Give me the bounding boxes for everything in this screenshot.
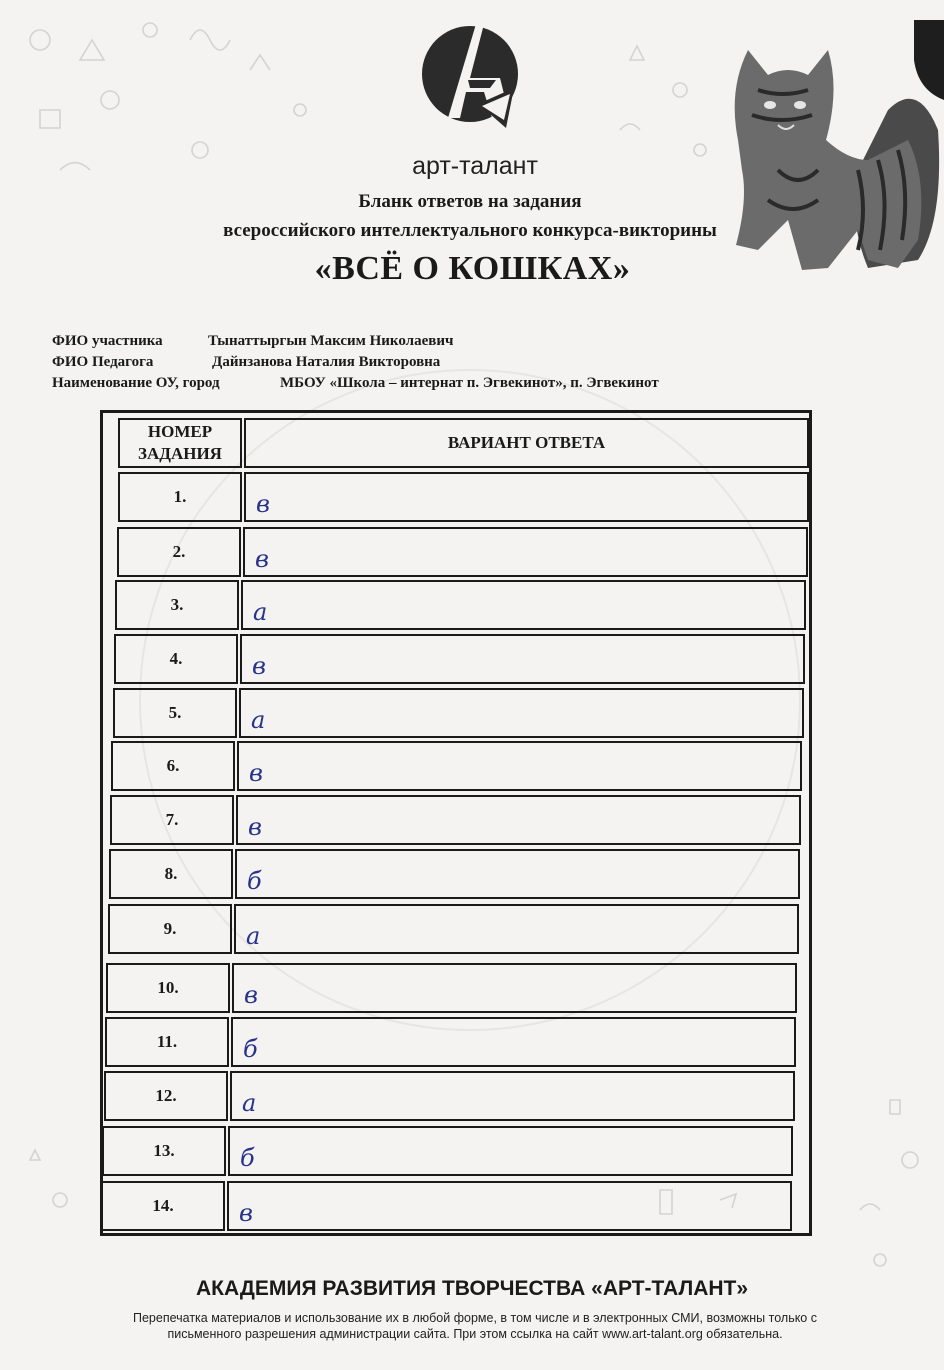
handwritten-answer: а <box>253 598 268 626</box>
handwritten-answer: б <box>247 867 262 895</box>
teacher-row <box>52 354 441 371</box>
answer-cell[interactable] <box>232 963 797 1013</box>
school-row <box>52 375 659 392</box>
participant-label: ФИО участника <box>52 333 163 349</box>
task-number-cell <box>101 1181 225 1231</box>
brand-name: арт-талант <box>412 152 538 180</box>
handwritten-answer: в <box>249 759 263 787</box>
task-number: 6. <box>166 756 180 775</box>
task-number: 12. <box>155 1086 177 1105</box>
task-number-cell <box>104 1071 228 1121</box>
answer-cell[interactable] <box>236 795 801 845</box>
task-number: 11. <box>156 1032 178 1051</box>
column-header-answer <box>244 418 809 468</box>
task-number: 2. <box>172 542 186 561</box>
participant-row <box>52 333 454 350</box>
task-number-cell <box>102 1126 226 1176</box>
handwritten-answer: б <box>240 1144 255 1172</box>
contest-title: «ВСЁ О КОШКАХ» <box>314 250 631 287</box>
handwritten-answer: а <box>246 922 261 950</box>
handwritten-answer: а <box>242 1089 257 1117</box>
school-label: Наименование ОУ, город <box>52 375 220 391</box>
task-number: 9. <box>163 919 177 938</box>
column-header-number-line1: НОМЕР <box>147 422 213 441</box>
task-number-cell <box>108 904 232 954</box>
handwritten-answer: а <box>251 706 266 734</box>
column-header-number-line2: ЗАДАНИЯ <box>138 444 222 463</box>
answer-cell[interactable] <box>228 1126 793 1176</box>
footer-copyright-line-2: письменного разрешения администрации сайта. При этом ссылка на сайт www.art-talant.org обязательна. <box>167 1327 783 1341</box>
task-number: 14. <box>152 1196 174 1215</box>
task-number: 4. <box>169 649 183 668</box>
handwritten-answer: в <box>255 545 269 573</box>
task-number: 10. <box>157 978 179 997</box>
teacher-label: ФИО Педагога <box>52 354 154 370</box>
task-number-cell <box>118 472 242 522</box>
task-number: 8. <box>164 864 178 883</box>
answer-cell[interactable] <box>237 741 802 791</box>
subtitle-line-2: всероссийского интеллектуального конкурса-викторины <box>223 220 717 241</box>
task-number: 5. <box>168 703 182 722</box>
subtitle-line-1: Бланк ответов на задания <box>358 191 582 212</box>
answer-cell[interactable] <box>235 849 800 899</box>
task-number-cell <box>115 580 239 630</box>
task-number-cell <box>117 527 241 577</box>
teacher-name: Дайнзанова Наталия Викторовна <box>212 354 441 370</box>
task-number-cell <box>105 1017 229 1067</box>
task-number-cell <box>113 688 237 738</box>
task-number-cell <box>114 634 238 684</box>
cat-illustration <box>718 20 944 278</box>
answer-cell[interactable] <box>231 1017 796 1067</box>
answer-cell[interactable] <box>243 527 808 577</box>
footer-copyright <box>60 1310 890 1342</box>
handwritten-answer: в <box>239 1199 253 1227</box>
task-number: 3. <box>170 595 184 614</box>
school-name: МБОУ «Школа – интернат п. Эгвекинот», п. Эгвекинот <box>280 375 659 391</box>
footer-academy-title: АКАДЕМИЯ РАЗВИТИЯ ТВОРЧЕСТВА «АРТ-ТАЛАНТ» <box>195 1277 749 1300</box>
task-number: 7. <box>165 810 179 829</box>
art-talant-logo <box>418 18 522 130</box>
column-header-answer-label: ВАРИАНТ ОТВЕТА <box>447 433 606 452</box>
handwritten-answer: в <box>244 981 258 1009</box>
task-number-cell <box>111 741 235 791</box>
handwritten-answer: б <box>243 1035 258 1063</box>
answer-cell[interactable] <box>240 634 805 684</box>
task-number: 1. <box>173 487 187 506</box>
participant-name: Тынаттыргын Максим Николаевич <box>208 333 454 349</box>
handwritten-answer: в <box>252 652 266 680</box>
task-number-cell <box>109 849 233 899</box>
answer-cell[interactable] <box>227 1181 792 1231</box>
answer-cell[interactable] <box>234 904 799 954</box>
answer-cell[interactable] <box>244 472 809 522</box>
handwritten-answer: в <box>256 490 270 518</box>
task-number: 13. <box>153 1141 175 1160</box>
answer-cell[interactable] <box>241 580 806 630</box>
task-number-cell <box>110 795 234 845</box>
answer-cell[interactable] <box>230 1071 795 1121</box>
handwritten-answer: в <box>248 813 262 841</box>
column-header-number <box>118 418 242 468</box>
task-number-cell <box>106 963 230 1013</box>
answer-cell[interactable] <box>239 688 804 738</box>
footer-copyright-line-1: Перепечатка материалов и использование их в любой форме, в том числе и в электронных СМИ, возможны только с <box>132 1311 817 1325</box>
